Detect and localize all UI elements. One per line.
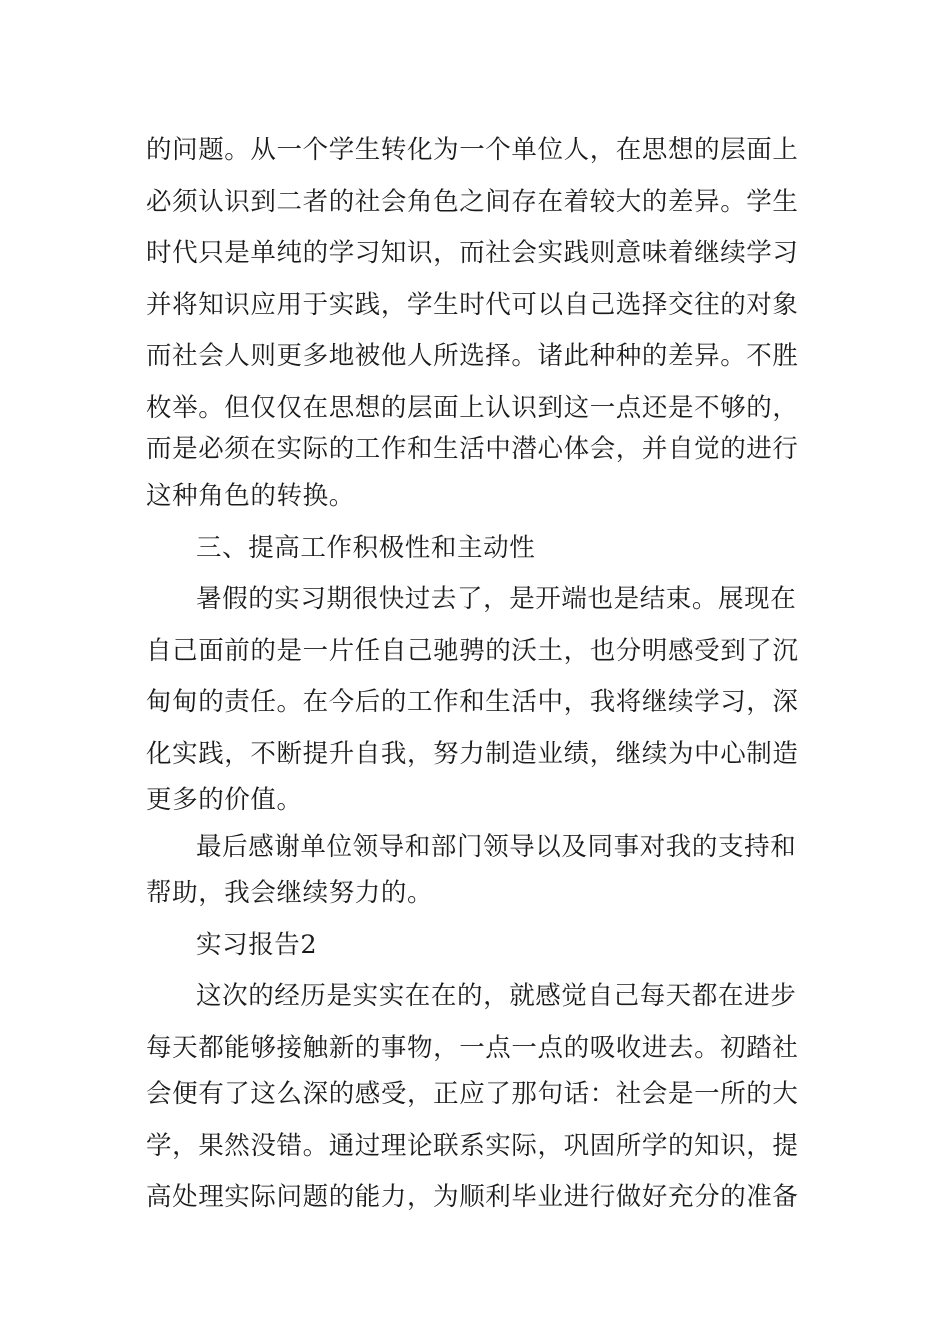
text-line: 的问题。从一个学生转化为一个单位人，在思想的层面上 xyxy=(146,135,799,165)
text-line: 学，果然没错。通过理论联系实际，巩固所学的知识，提 xyxy=(146,1131,799,1161)
text-line: 自己面前的是一片任自己驰骋的沃土，也分明感受到了沉 xyxy=(146,636,799,666)
text-line: 更多的价值。 xyxy=(146,785,303,815)
text-line: 这种角色的转换。 xyxy=(146,481,355,511)
text-line: 必须认识到二者的社会角色之间存在着较大的差异。学生 xyxy=(146,187,799,217)
text-line: 时代只是单纯的学习知识，而社会实践则意味着继续学习 xyxy=(146,238,799,268)
text-line: 最后感谢单位领导和部门领导以及同事对我的支持和 xyxy=(196,832,797,862)
text-line: 并将知识应用于实践，学生时代可以自己选择交往的对象 xyxy=(146,290,799,320)
section-title: 实习报告2 xyxy=(196,930,318,960)
text-line: 会便有了这么深的感受，正应了那句话：社会是一所的大 xyxy=(146,1079,799,1109)
text-line: 帮助，我会继续努力的。 xyxy=(146,878,434,908)
section-heading: 三、提高工作积极性和主动性 xyxy=(196,533,536,563)
text-line: 每天都能够接触新的事物，一点一点的吸收进去。初踏社 xyxy=(146,1033,799,1063)
text-line: 化实践，不断提升自我，努力制造业绩，继续为中心制造 xyxy=(146,739,799,769)
text-line: 而是必须在实际的工作和生活中潜心体会，并自觉的进行 xyxy=(146,434,799,464)
text-line: 而社会人则更多地被他人所选择。诸此种种的差异。不胜 xyxy=(146,341,799,371)
text-line: 暑假的实习期很快过去了，是开端也是结束。展现在 xyxy=(196,584,797,614)
text-line: 甸甸的责任。在今后的工作和生活中，我将继续学习，深 xyxy=(146,687,799,717)
text-line: 高处理实际问题的能力，为顺利毕业进行做好充分的准备 xyxy=(146,1182,799,1212)
text-line: 这次的经历是实实在在的，就感觉自己每天都在进步 xyxy=(196,981,797,1011)
text-line: 枚举。但仅仅在思想的层面上认识到这一点还是不够的， xyxy=(146,393,799,423)
